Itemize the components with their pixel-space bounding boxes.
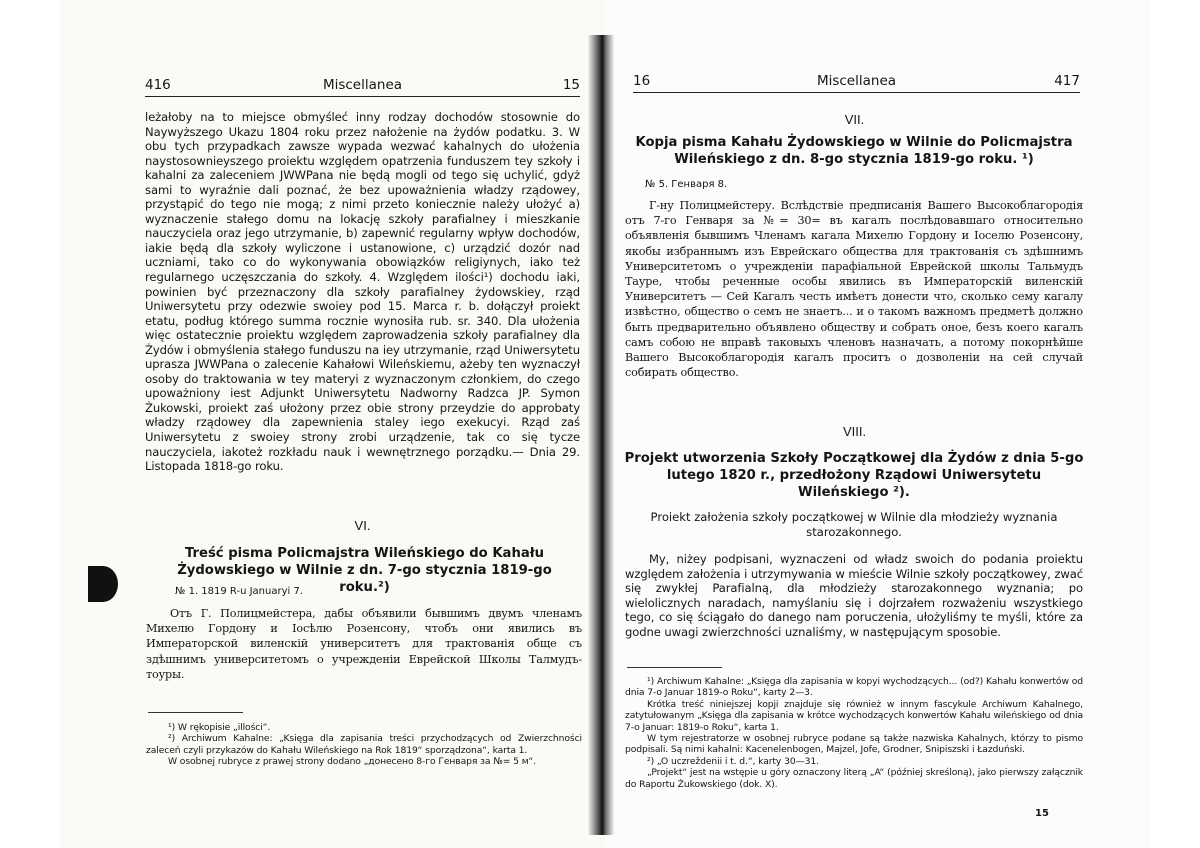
right-page-number: 417 — [1054, 73, 1080, 89]
right-footnote-5: „Projekt“ jest na wstępie u góry oznaczony literą „A“ (później skreśloną), jako pierwszy załącznik do Raportu Żukowskiego (dok. X). — [625, 767, 1083, 790]
left-body-paragraph: leżałoby na to miejsce obmyśleć inny rodzay dochodów stosownie do Naywyższego Ukazu 1804 roku przez nałożenie na żydów podatku. 3. W obu tych przypadkach zawsze wypada wezwać kahalnych do ułożenia naystosownieyszego proiektu względem opatrzenia funduszem tey szkoły i kahalni za zaleceniem JWWPana nie będą mogli od tego się uchylić, gdyż sami to wyraźnie dali poznać, że bez upoważnienia władzy rządowey, przystąpić do tego nie mogą; z nimi przeto koniecznie należy ułożyć a) wyznaczenie stałego domu na lokację szkoły parafialney i mieszkanie nauczyciela oraz jego utrzymanie, b) zapewnić regularny wpływ dochodów, iakie będą dla szkoły wyliczone i ustanowione, c) urządzić dozór nad uczniami, tako co do wykonywania obowiązków religiynych, iako też regularnego uczęszczania do szkoły. 4. Względem ilości¹) dochodu iaki, powinien być przeznaczony dla szkoły parafialney żydowskiey, rząd Uniwersytetu przy odezwie swoiey pod 15. Marca r. b. dołączył proiekt etatu, podług którego summa rocznie wynosiła rub. sr. 340. Dla ułożenia więc ostatecznie proiektu względem zaprowadzenia szkoły parafialney dla Żydów i obmyślenia stałego funduszu na iey utrzymanie, rząd Uniwersytetu uprasza JWWPana o zalecenie Kahałowi Wileńskiemu, ażeby ten wyznaczył osoby do traktowania w tey materyi z wyznaczonym członkiem, do czego upoważniony iest Adjunkt Uniwersytetu Nadworny Radzca JP. Symon Żukowski, proiekt zaś ułożony przez obie strony przeydzie do approbaty władzy rządowey dla zapewnienia staley iego exekucyi. Rząd zaś Uniwersytetu z swoiey strony zrobi urządzenie, tak co się tycze nauczyciela, iakoteż rozkładu nauk i wewnętrznego porządku.— Dnia 29. Listopada 1818-go roku. — [145, 110, 580, 474]
section-vii-dateline: № 5. Генваря 8. — [645, 179, 728, 190]
right-footnotes — [625, 676, 1083, 790]
section-vi-dateline: № 1. 1819 R-u Januaryi 7. — [175, 586, 304, 597]
left-running-title: Miscellanea — [322, 77, 403, 93]
scan-binding-notch — [88, 566, 118, 602]
section-viii-number: VIII. — [842, 424, 867, 439]
left-running-head — [145, 74, 580, 97]
left-section-page-number: 15 — [562, 77, 580, 93]
right-section-page-number: 16 — [633, 73, 651, 89]
section-vii-number: VII. — [844, 112, 865, 127]
right-running-head — [633, 70, 1080, 93]
right-footnote-rule — [627, 667, 722, 668]
right-footnote-2: Krótka treść niniejszej kopji znajduje się również w innym fascykule Archiwum Kahalnego, zatytułowanym „Księga dla zapisania w krótce wychodzących konwertów Kahału wileńskiego od dnia 7-o Januar: 1819-o Roku“, karta 1. — [625, 698, 1083, 733]
signature-number: 15 — [1035, 808, 1049, 819]
section-viii-title: Projekt utworzenia Szkoły Początkowej dla Żydów z dnia 5-go lutego 1820 r., przedłożony Rządowi Uniwersytetu Wileńskiego ²). — [624, 451, 1084, 500]
section-vi-title: Treść pisma Policmajstra Wileńskiego do Kahału Żydowskiego w Wilnie z dn. 7-go stycznia 1819-go roku.²) — [177, 546, 552, 595]
left-footnote-3: W osobnej rubryce z prawej strony dodano „донесено 8-го Генваря за №= 5 м“. — [168, 756, 536, 768]
left-footnote-2: ²) Archiwum Kahalne: „Księga dla zapisania treści przychodzących od Zwierzchności zaleceń czyli przykazów do Kahału Wileńskiego na Rok 1819“ sporządzona“, karta 1. — [146, 733, 582, 756]
left-footnote-1: ¹) W rękopisie „illości“. — [168, 722, 271, 733]
right-running-title: Miscellanea — [816, 73, 897, 89]
section-vii-cyrillic-text: Г-ну Полицмейстеру. Вслѣдствіе предписанія Вашего Высокоблагородія отъ 7-го Генваря за №= 30= въ кагалъ послѣдовавшаго относительно объявленія бывшимъ Членамъ кагала Михелю Гордону и Іоселю Розенсону, якобы избраннымъ изъ Еврейскаго общества для трактованія съ здѣшнимъ Университетомъ о учрежденіи парафіальной Еврейской школы Тальмудъ Тауре, чтобы реченные особы явились въ Императорскій виленскій Университетъ — Сей Кагалъ честь имѣетъ донести что, сколько сему кагалу извѣстно, общество о семъ не знаетъ... и о такомъ важномъ предметѣ должно быть предварительно объявлено обществу и собрать оное, безъ коего кагалъ самъ собою не вправѣ таковыхъ членовъ назначать, а потому покорнѣйше Вашего Высокоблагородія кагалъ проситъ о дозволеніи на сей случай собирать общество. — [625, 199, 1083, 380]
right-footnote-1: ¹) Archiwum Kahalne: „Księga dla zapisania w kopyi wychodzących... (od?) Kahału konwertów od dnia 7-o Januar 1819-o Roku“, karty 2—3. — [625, 676, 1083, 699]
section-vi-number: VI. — [354, 518, 371, 533]
left-page-number: 416 — [145, 77, 171, 93]
left-footnotes — [146, 722, 582, 768]
section-vi-cyrillic-text: Отъ Г. Полицмейстера, дабы объявили бывшимъ двумъ членамъ Михелю Гордону и Іосѣлю Розенсону, чтобъ они явились въ Императорской виленскій университетъ для трактованія обще съ здѣшнимъ университетомъ о учрежденіи Еврейской Школы Талмудъ-тоуры. — [146, 607, 582, 681]
right-footnote-4: ²) „O uczreždenii i t. d.“, karty 30—31. — [647, 755, 819, 767]
right-page — [605, 0, 1150, 848]
section-viii-subtitle: Proiekt założenia szkoły początkowej w Wilnie dla młodzieży wyznania starozakonnego. — [650, 510, 1058, 539]
right-footnote-3: W tym rejestratorze w osobnej rubryce podane są także nazwiska Kahalnych, którzy to pismo podpisali. Są nimi kahalni: Kacenelenbogen, Majzel, Jofe, Grodner, Snipiszski i Łazduński. — [625, 733, 1083, 756]
left-page — [60, 0, 605, 848]
section-viii-body-paragraph: My, niżey podpisani, wyznaczeni od władz swoich do podania proiektu względem założenia i utrzymywania w mieście Wilnie szkoły początkowey, zwać się zwykłej Parafialną, dla młodzieży starozakonnego wyznania; po wielolicznych naradach, namyślaniu się i dojrzałem rozważeniu wszystkiego tego, co się ściągało do danego nam poruczenia, ułożyliśmy te myśli, które za godne uwagi zwierzchności uznaliśmy, w następującym sposobie. — [625, 552, 1083, 639]
section-vii-title: Kopja pisma Kahału Żydowskiego w Wilnie do Policmajstra Wileńskiego z dn. 8-go stycznia 1819-go roku. ¹) — [635, 135, 1073, 167]
book-gutter — [588, 35, 614, 835]
left-footnote-rule — [148, 712, 243, 713]
